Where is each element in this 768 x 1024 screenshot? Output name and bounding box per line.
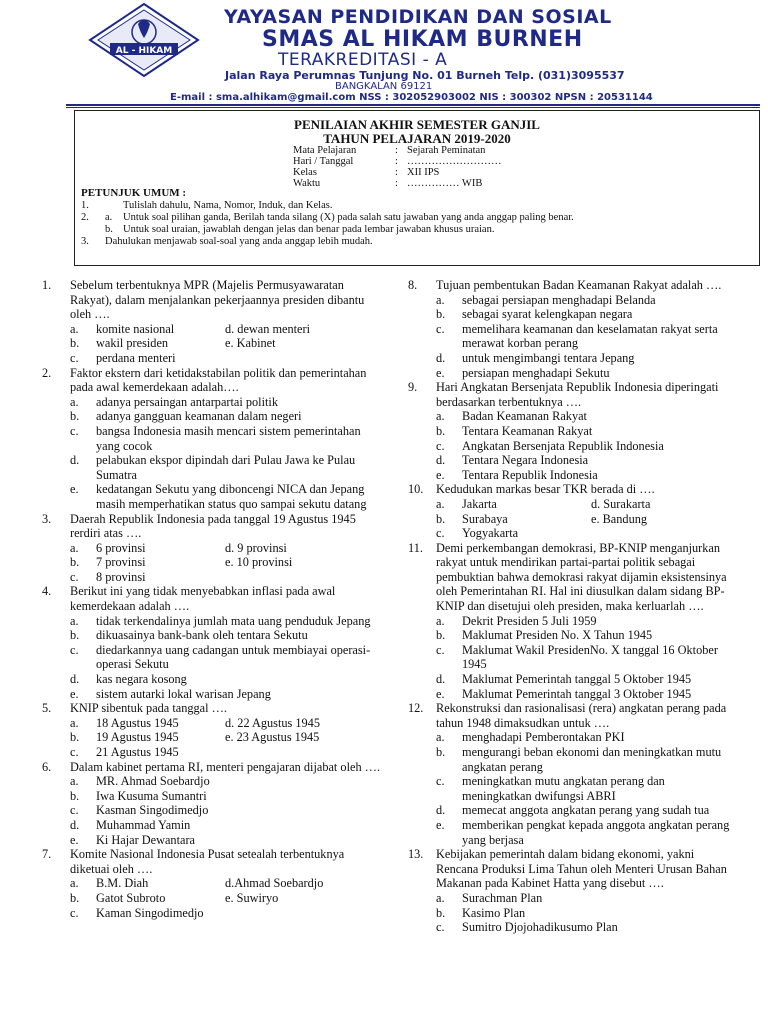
answer-option[interactable]: mengurangi beban ekonomi dan meningkatkan mutu angkatan perang — [462, 745, 722, 774]
answer-option[interactable]: Kaman Singodimedjo — [96, 905, 204, 920]
answer-option[interactable]: dikuasainya bank-bank oleh tentara Sekutu — [96, 628, 308, 643]
answer-option[interactable]: bangsa Indonesia masih mencari sistem pemerintahan yang cocok — [96, 423, 361, 453]
instruction-2a: 2. a. Untuk soal pilihan ganda, Berilah tanda silang (X) pada salah satu jawaban yang anda anggap paling benar. — [81, 212, 574, 223]
answer-option[interactable]: memecat anggota angkatan perang yang sudah tua — [462, 803, 710, 818]
answer-option[interactable]: Badan Keamanan Rakyat — [462, 409, 587, 424]
question-11: 11. Demi perkembangan demokrasi, BP-KNIP menganjurkan rakyat untuk mendirikan partai-partai politik sebagai pembuktian bahwa demokrasi rakyat dijamin eksistensinya oleh Pemerintahan RI. Hal ini diusulkan dalam sidang BP-KNIP dan disetujui oleh presiden, maka kerluarlah …. — [408, 540, 727, 614]
answer-option[interactable]: memelihara keamanan dan keselamatan rakyat serta merawat korban perang — [462, 321, 718, 351]
answer-option[interactable]: e. Suwiryo — [225, 890, 279, 905]
logo-text: AL - HIKAM — [115, 46, 173, 56]
answer-option[interactable]: Maklumat Wakil PresidenNo. X tanggal 16 Oktober 1945 — [462, 642, 718, 672]
answer-option[interactable]: adanya gangguan keamanan dalam negeri — [96, 409, 302, 424]
answer-option[interactable]: sebagai persiapan menghadapi Belanda — [462, 292, 656, 307]
answer-option[interactable]: meningkatkan mutu angkatan perang dan meningkatkan dwifungsi ABRI — [462, 774, 665, 803]
answer-option[interactable]: kedatangan Sekutu yang diboncengi NICA dan Jepang masih memperhatikan status quo sampai sekutu datang — [96, 482, 367, 511]
answer-option[interactable]: Maklumat Pemerintah tanggal 3 Oktober 1945 — [462, 686, 692, 701]
answer-option[interactable]: persiapan menghadapi Sekutu — [462, 365, 610, 380]
answer-option[interactable]: Tentara Negara Indonesia — [462, 453, 589, 468]
answer-option[interactable]: Dekrit Presiden 5 Juli 1959 — [462, 613, 597, 628]
answer-option[interactable]: Kasman Singodimedjo — [96, 803, 209, 818]
instruction-2b: b. Untuk soal uraian, jawablah dengan jelas dan benar pada lembar jawaban khusus uraian. — [105, 224, 495, 235]
answer-option[interactable]: d.Ahmad Soebardjo — [225, 876, 324, 891]
answer-option[interactable]: Maklumat Pemerintah tanggal 5 Oktober 1945 — [462, 672, 692, 687]
questions-left-column: 1. Sebelum terbentuknya MPR (Majelis Permusyawaratan Rakyat), dalam menjalankan pekerjaannya presiden dibantu oleh …. a. komite nasional d. dewan menteri b. wakil presiden e. Kabinet c. perdana menteri 2. Faktor ekstern dari ketidakstabilan politik dan pemerintahan pada awal kemerdekaan adalah…. a. adanya persaingan antarpartai politik b. adanya gangguan keamanan dalam negeri c. bangsa Indonesia masih mencari sistem pemerintahan yang cocok d. pelabukan ekspor dipindah dari Pulau Jawa ke Pulau Sumatra e. kedatangan Sekutu yang diboncengi NICA dan Jepang masih memperhatikan status quo sampai sekutu datang 3. Daerah Republik Indonesia pada tanggal 19 Agustus 1945 rerdiri atas …. a. 6 provinsi d. 9 provinsi b. 7 provinsi e. 10 provinsi c. 8 provinsi 4. Berikut ini yang tidak menyebabkan inflasi pada awal kemerdekaan adalah …. a. tidak terkendalinya jumlah mata uang penduduk Jepang b. dikuasainya bank-bank oleh tentara Sekutu c. diedarkannya uang cadangan untuk membiayai operasi-operasi Sekutu d. kas negara kosong e. sistem autarki lokal warisan Jepang 5. KNIP sibentuk pada tanggal …. a. 18 Agustus 1945 d. 22 Agustus 1945 b. 19 Agustus 1945 e. 23 Agustus 1945 c. 21 Agustus 1945 6. Dalam kabinet pertama RI, menteri pengajaran dijabat oleh …. a. MR. Ahmad Soebardjo b. Iwa Kusuma Sumantri c. Kasman Singodimedjo d. Muhammad Yamin e. Ki Hajar Dewantara 7. Komite Nasional Indonesia Pusat setealah terbentuknya diketuai oleh …. a. B.M. Diah d.Ahmad Soebardjo b. Gatot Subroto e. Suwiryo c. Kaman Singodimedjo — [42, 278, 381, 920]
answer-option[interactable]: Iwa Kusuma Sumantri — [96, 788, 207, 803]
answer-option[interactable]: Angkatan Bersenjata Republik Indonesia — [462, 438, 664, 453]
header-rule-thin — [66, 107, 760, 108]
question-2: 2. Faktor ekstern dari ketidakstabilan politik dan pemerintahan pada awal kemerdekaan adalah…. — [42, 365, 367, 395]
answer-option[interactable]: 19 Agustus 1945 — [96, 730, 179, 745]
answer-option[interactable]: adanya persaingan antarpartai politik — [96, 394, 278, 409]
answer-option[interactable]: d. dewan menteri — [225, 321, 311, 336]
question-6: 6. Dalam kabinet pertama RI, menteri pengajaran dijabat oleh …. — [42, 759, 381, 774]
exam-info-box — [74, 110, 760, 266]
answer-option[interactable]: sebagai syarat kelengkapan negara — [462, 307, 633, 322]
question-13: 13. Kebijakan pemerintah dalam bidang ekonomi, yakni Rencana Produksi Lima Tahun oleh Menteri Urusan Bahan Makanan pada Kabinet Hatta yang disebut …. — [408, 847, 727, 891]
answer-option[interactable]: 6 provinsi — [96, 540, 146, 555]
meta-row: Mata Pelajaran : Sejarah Peminatan — [293, 145, 486, 156]
answer-option[interactable]: Sumitro Djojohadikusumo Plan — [462, 920, 618, 935]
letterhead — [0, 0, 768, 110]
question-5: 5. KNIP sibentuk pada tanggal …. — [42, 701, 227, 716]
answer-option[interactable]: Tentara Keamanan Rakyat — [462, 423, 593, 438]
answer-option[interactable]: sistem autarki lokal warisan Jepang — [96, 686, 271, 701]
answer-option[interactable]: Kasimo Plan — [462, 905, 526, 920]
answer-option[interactable]: pelabukan ekspor dipindah dari Pulau Jawa ke Pulau Sumatra — [96, 453, 356, 482]
accreditation: TERAKREDITASI - A — [278, 50, 448, 70]
school-name: SMAS AL HIKAM BURNEH — [262, 27, 583, 52]
instructions-title: PETUNJUK UMUM : — [81, 187, 187, 199]
meta-row: Hari / Tanggal : ……………………… — [293, 156, 502, 167]
answer-option[interactable]: menghadapi Pemberontakan PKI — [462, 730, 625, 745]
answer-option[interactable]: Ki Hajar Dewantara — [96, 832, 196, 847]
answer-option[interactable]: d. Surakarta — [591, 496, 651, 511]
question-8: 8. Tujuan pembentukan Badan Keamanan Rakyat adalah …. — [408, 278, 722, 292]
answer-option[interactable]: Gatot Subroto — [96, 890, 166, 905]
answer-option[interactable]: d. 9 provinsi — [225, 540, 287, 555]
answer-option[interactable]: Surabaya — [462, 511, 508, 526]
meta-row: Waktu : …………… WIB — [293, 178, 483, 189]
question-4: 4. Berikut ini yang tidak menyebabkan inflasi pada awal kemerdekaan adalah …. — [42, 584, 336, 614]
answer-option[interactable]: 8 provinsi — [96, 569, 146, 584]
answer-option[interactable]: e. Kabinet — [225, 336, 276, 351]
answer-option[interactable]: Maklumat Presiden No. X Tahun 1945 — [462, 628, 653, 643]
answer-option[interactable]: MR. Ahmad Soebardjo — [96, 774, 210, 789]
answer-option[interactable]: perdana menteri — [96, 350, 176, 365]
question-3: 3. Daerah Republik Indonesia pada tanggal 19 Agustus 1945 rerdiri atas …. — [42, 511, 356, 541]
answer-option[interactable]: 21 Agustus 1945 — [96, 745, 179, 759]
question-1: 1. Sebelum terbentuknya MPR (Majelis Permusyawaratan Rakyat), dalam menjalankan pekerjaannya presiden dibantu oleh …. — [42, 278, 365, 322]
answer-option[interactable]: wakil presiden — [96, 336, 169, 351]
school-address: Jalan Raya Perumnas Tunjung No. 01 Burneh Telp. (031)3095537 — [225, 69, 625, 82]
answer-option[interactable]: 7 provinsi — [96, 555, 146, 570]
answer-option[interactable]: Muhammad Yamin — [96, 817, 191, 832]
question-9: 9. Hari Angkatan Bersenjata Republik Indonesia diperingati berdasarkan terbentuknya …. — [408, 380, 719, 409]
school-contact: E-mail : sma.alhikam@gmail.com NSS : 302052903002 NIS : 300302 NPSN : 20531144 — [170, 92, 653, 103]
answer-option[interactable]: 18 Agustus 1945 — [96, 715, 179, 730]
instruction-1: 1. Tulislah dahulu, Nama, Nomor, Induk, dan Kelas. — [81, 200, 333, 211]
exam-title: PENILAIAN AKHIR SEMESTER GANJIL — [294, 117, 540, 132]
answer-option[interactable]: e. 23 Agustus 1945 — [225, 730, 320, 745]
answer-option[interactable]: tidak terkendalinya jumlah mata uang penduduk Jepang — [96, 613, 371, 628]
answer-option[interactable]: d. 22 Agustus 1945 — [225, 715, 320, 730]
answer-option[interactable]: Tentara Republik Indonesia — [462, 467, 598, 482]
answer-option[interactable]: Jakarta — [462, 496, 497, 511]
foundation-name: YAYASAN PENDIDIKAN DAN SOSIAL — [224, 6, 612, 28]
question-12: 12. Rekonstruksi dan rasionalisasi (rera) angkatan perang pada tahun 1948 dimaksudkan untuk …. — [408, 701, 727, 730]
answer-option[interactable]: memberikan pengkat kepada anggota angkatan perang yang berjasa — [462, 817, 730, 847]
question-7: 7. Komite Nasional Indonesia Pusat setealah terbentuknya diketuai oleh …. — [42, 847, 345, 876]
school-city: BANGKALAN 69121 — [335, 81, 433, 92]
answer-option[interactable]: kas negara kosong — [96, 672, 187, 687]
exam-meta — [293, 145, 502, 189]
meta-row: Kelas : XII IPS — [293, 167, 440, 178]
instruction-3: 3. Dahulukan menjawab soal-soal yang anda anggap lebih mudah. — [81, 236, 373, 247]
answer-option[interactable]: Yogyakarta — [462, 526, 519, 541]
answer-option[interactable]: Surachman Plan — [462, 890, 543, 905]
question-10: 10. Kedudukan markas besar TKR berada di …. — [408, 482, 655, 497]
header-rule — [66, 104, 760, 106]
school-logo — [88, 2, 200, 78]
answer-option[interactable]: untuk mengimbangi tentara Jepang — [462, 350, 635, 365]
answer-option[interactable]: komite nasional — [96, 321, 175, 336]
answer-option[interactable]: diedarkannya uang cadangan untuk membiayai operasi-operasi Sekutu — [96, 642, 371, 672]
answer-option[interactable]: e. Bandung — [591, 511, 648, 526]
answer-option[interactable]: e. 10 provinsi — [225, 555, 293, 570]
answer-option[interactable]: B.M. Diah — [96, 876, 149, 891]
questions-right-column: 8. Tujuan pembentukan Badan Keamanan Rakyat adalah …. a. sebagai persiapan menghadapi Belanda b. sebagai syarat kelengkapan negara c. memelihara keamanan dan keselamatan rakyat serta merawat korban perang d. untuk mengimbangi tentara Jepang e. persiapan menghadapi Sekutu 9. Hari Angkatan Bersenjata Republik Indonesia diperingati berdasarkan terbentuknya …. a. Badan Keamanan Rakyat b. Tentara Keamanan Rakyat c. Angkatan Bersenjata Republik Indonesia d. Tentara Negara Indonesia e. Tentara Republik Indonesia 10. Kedudukan markas besar TKR berada di …. a. Jakarta d. Surakarta b. Surabaya e. Bandung c. Yogyakarta 11. Demi perkembangan demokrasi, BP-KNIP menganjurkan rakyat untuk mendirikan partai-partai politik sebagai pembuktian bahwa demokrasi rakyat dijamin eksistensinya oleh Pemerintahan RI. Hal ini diusulkan dalam sidang BP-KNIP dan disetujui oleh presiden, maka kerluarlah …. a. Dekrit Presiden 5 Juli 1959 b. Maklumat Presiden No. X Tahun 1945 c. Maklumat Wakil PresidenNo. X tanggal 16 Oktober 1945 d. Maklumat Pemerintah tanggal 5 Oktober 1945 e. Maklumat Pemerintah tanggal 3 Oktober 1945 12. Rekonstruksi dan rasionalisasi (rera) angkatan perang pada tahun 1948 dimaksudkan untuk …. a. menghadapi Pemberontakan PKI b. mengurangi beban ekonomi dan meningkatkan mutu angkatan perang c. meningkatkan mutu angkatan perang dan meningkatkan dwifungsi ABRI d. memecat anggota angkatan perang yang sudah tua e. memberikan pengkat kepada anggota angkatan perang yang berjasa 13. Kebijakan pemerintah dalam bidang ekonomi, yakni Rencana Produksi Lima Tahun oleh Menteri Urusan Bahan Makanan pada Kabinet Hatta yang disebut …. a. Surachman Plan b. Kasimo Plan c. Sumitro Djojohadikusumo Plan — [408, 278, 732, 935]
exam-year: TAHUN PELAJARAN 2019-2020 — [323, 131, 511, 146]
